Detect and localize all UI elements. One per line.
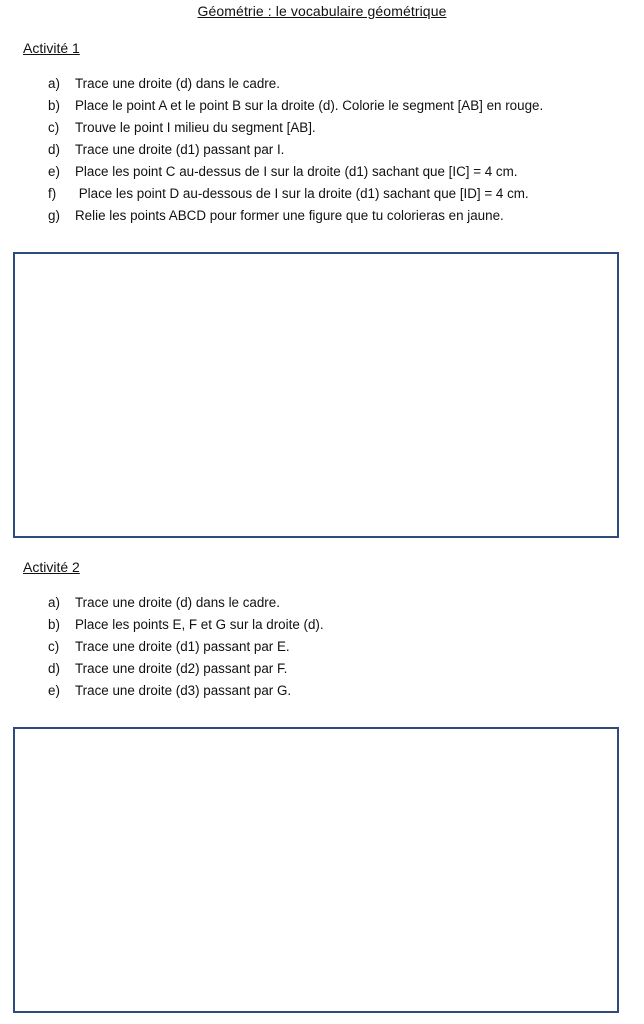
- item-letter: c): [48, 120, 60, 135]
- item-letter: d): [48, 142, 60, 157]
- activity-1-heading: Activité 1: [23, 40, 80, 56]
- activity-2-drawing-frame: [13, 727, 619, 1013]
- activity-2-instructions: [48, 592, 324, 702]
- item-text: Trace une droite (d) dans le cadre.: [75, 595, 280, 610]
- item-letter: f): [48, 186, 57, 201]
- item-letter: g): [48, 208, 60, 223]
- item-letter: c): [48, 639, 60, 654]
- instruction-item: [48, 205, 543, 227]
- item-letter: b): [48, 617, 60, 632]
- item-letter: a): [48, 76, 60, 91]
- item-letter: d): [48, 661, 60, 676]
- instruction-item: [48, 183, 543, 205]
- instruction-item: [48, 680, 324, 702]
- instruction-item: [48, 161, 543, 183]
- instruction-item: [48, 658, 324, 680]
- item-text: Trace une droite (d1) passant par E.: [75, 639, 290, 654]
- item-text: Place les point C au-dessus de I sur la droite (d1) sachant que [IC] = 4 cm.: [75, 164, 518, 179]
- instruction-item: [48, 117, 543, 139]
- item-letter: b): [48, 98, 60, 113]
- item-text: Place le point A et le point B sur la droite (d). Colorie le segment [AB] en rouge.: [75, 98, 544, 113]
- item-text: Place les point D au-dessous de I sur la droite (d1) sachant que [ID] = 4 cm.: [75, 186, 529, 201]
- activity-1-drawing-frame: [13, 252, 619, 538]
- instruction-item: [48, 73, 543, 95]
- instruction-item: [48, 592, 324, 614]
- item-text: Trace une droite (d3) passant par G.: [75, 683, 292, 698]
- instruction-item: [48, 95, 543, 117]
- item-letter: e): [48, 164, 60, 179]
- item-text: Trouve le point I milieu du segment [AB].: [75, 120, 316, 135]
- item-text: Trace une droite (d) dans le cadre.: [75, 76, 280, 91]
- activity-1-instructions: [48, 73, 543, 227]
- item-text: Trace une droite (d1) passant par I.: [75, 142, 285, 157]
- page-title: Géométrie : le vocabulaire géométrique: [197, 3, 447, 19]
- item-letter: e): [48, 683, 60, 698]
- activity-2-heading: Activité 2: [23, 559, 80, 575]
- instruction-item: [48, 139, 543, 161]
- item-text: Relie les points ABCD pour former une figure que tu colorieras en jaune.: [75, 208, 504, 223]
- item-text: Trace une droite (d2) passant par F.: [75, 661, 288, 676]
- instruction-item: [48, 636, 324, 658]
- item-letter: a): [48, 595, 60, 610]
- instruction-item: [48, 614, 324, 636]
- item-text: Place les points E, F et G sur la droite (d).: [75, 617, 324, 632]
